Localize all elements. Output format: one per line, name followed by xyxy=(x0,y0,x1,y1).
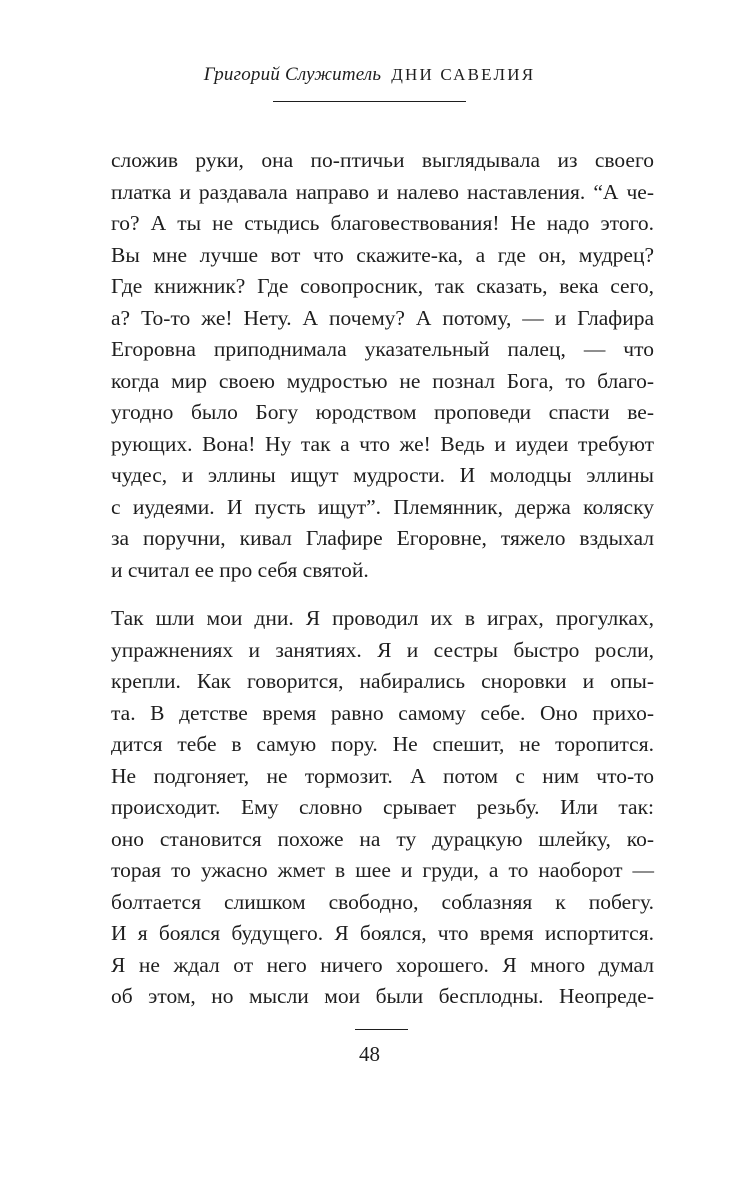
text-line: и считал ее про себя святой. xyxy=(111,557,369,582)
text-line: Вы мне лучше вот что скажите-ка, а где он, мудрец? xyxy=(111,242,654,267)
header-book-title: ДНИ САВЕЛИЯ xyxy=(391,65,536,84)
running-head xyxy=(0,64,739,86)
text-line: угодно было Богу юродством проповеди спасти ве- xyxy=(111,400,654,424)
text-line: та. В детстве время равно самому себе. Оно прихо- xyxy=(111,700,654,725)
text-line: рующих. Вона! Ну так а что же! Ведь и иудеи требуют xyxy=(111,431,654,456)
text-line: И я боялся будущего. Я боялся, что время испортится. xyxy=(111,921,654,945)
text-line: когда мир своею мудростью не познал Бога, то благо- xyxy=(111,368,654,393)
text-line: упражнениях и занятиях. Я и сестры быстро росли, xyxy=(111,637,654,662)
paragraph-2 xyxy=(111,603,654,1013)
text-line: сложив руки, она по-птичьи выглядывала из своего xyxy=(111,148,654,172)
footer-rule xyxy=(355,1029,408,1030)
text-line: Не подгоняет, не тормозит. А потом с ним что-то xyxy=(111,763,654,788)
text-line: Так шли мои дни. Я проводил их в играх, прогулках, xyxy=(111,606,654,630)
text-line: болтается слишком свободно, соблазняя к побегу. xyxy=(111,889,654,914)
text-line: Где книжник? Где совопросник, так сказать, века сего, xyxy=(111,274,654,298)
page-number: 48 xyxy=(359,1042,380,1066)
header-author: Григорий Служитель xyxy=(203,64,382,85)
text-line: Егоровна приподнимала указательный палец, — что xyxy=(111,337,654,361)
text-line: платка и раздавала направо и налево наставления. “А че- xyxy=(111,179,654,204)
text-line: оно становится похоже на ту дурацкую шлейку, ко- xyxy=(111,826,654,851)
text-line: крепли. Как говорится, набирались сноровки и опы- xyxy=(111,669,654,693)
paragraph-1 xyxy=(111,145,654,586)
text-line: с иудеями. И пусть ищут”. Племянник, держа коляску xyxy=(111,494,654,519)
header-rule xyxy=(273,101,466,102)
text-line: а? То-то же! Нету. А почему? А потому, — и Глафира xyxy=(111,305,654,330)
text-line: го? А ты не стыдись благовествования! Не надо этого. xyxy=(111,211,654,235)
text-line: Я не ждал от него ничего хорошего. Я много думал xyxy=(111,952,654,977)
text-line: торая то ужасно жмет в шее и груди, а то наоборот — xyxy=(111,858,654,882)
text-line: дится тебе в самую пору. Не спешит, не торопится. xyxy=(111,732,654,756)
text-line: за поручни, кивал Глафире Егоровне, тяжело вздыхал xyxy=(111,526,654,550)
text-line: чудес, и эллины ищут мудрости. И молодцы эллины xyxy=(111,463,654,487)
text-line: происходит. Ему словно срывает резьбу. Или так: xyxy=(111,795,654,819)
text-line: об этом, но мысли мои были бесплодны. Неопреде- xyxy=(111,984,654,1008)
